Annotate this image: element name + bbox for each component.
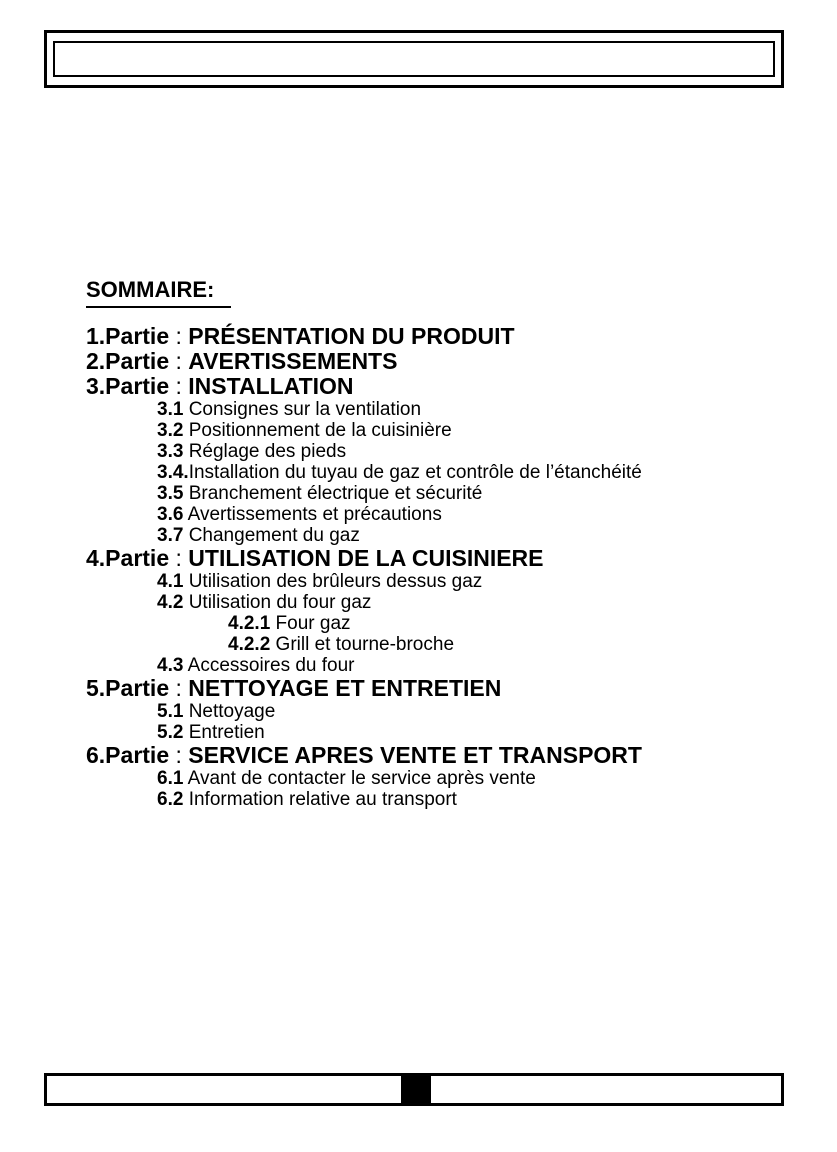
- header-frame: [44, 30, 784, 88]
- part-title: PRÉSENTATION DU PRODUIT: [188, 323, 515, 349]
- part-separator: :: [169, 742, 189, 768]
- toc-part-2[interactable]: [86, 349, 837, 374]
- toc-part-1[interactable]: [86, 324, 837, 349]
- part-separator: :: [169, 348, 189, 374]
- toc-section-3-7[interactable]: [157, 525, 837, 546]
- toc-section-4-2-1[interactable]: [228, 613, 837, 634]
- section-number: 3.7: [157, 525, 184, 546]
- part-number: 3.Partie: [86, 373, 170, 399]
- section-number: 4.2.1: [228, 613, 271, 634]
- section-title: Four gaz: [270, 613, 351, 634]
- section-number: 6.1: [157, 768, 184, 789]
- toc-part-6[interactable]: [86, 743, 837, 768]
- section-title: Consignes sur la ventilation: [183, 399, 422, 420]
- page-number-block: [401, 1073, 431, 1106]
- toc-section-6-1[interactable]: [157, 768, 837, 789]
- section-number: 3.5: [157, 483, 184, 504]
- section-number: 5.2: [157, 722, 184, 743]
- section-number: 4.2.2: [228, 634, 271, 655]
- section-title: Utilisation des brûleurs dessus gaz: [183, 571, 483, 592]
- toc-part-5[interactable]: [86, 676, 837, 701]
- toc-section-4-1[interactable]: [157, 571, 837, 592]
- section-title: Avant de contacter le service après vente: [183, 768, 536, 789]
- part-title: INSTALLATION: [188, 373, 354, 399]
- section-number: 4.1: [157, 571, 184, 592]
- section-title: Installation du tuyau de gaz et contrôle de l’étanchéité: [188, 462, 642, 483]
- part-title: NETTOYAGE ET ENTRETIEN: [188, 675, 502, 701]
- part-separator: :: [169, 545, 189, 571]
- section-title: Changement du gaz: [183, 525, 360, 546]
- section-title: Nettoyage: [183, 701, 276, 722]
- section-number: 3.4.: [157, 462, 189, 483]
- section-title: Utilisation du four gaz: [183, 592, 372, 613]
- section-number: 3.2: [157, 420, 184, 441]
- table-of-contents: [0, 324, 837, 810]
- section-number: 6.2: [157, 789, 184, 810]
- section-title: Accessoires du four: [183, 655, 355, 676]
- part-number: 4.Partie: [86, 545, 170, 571]
- part-separator: :: [169, 675, 189, 701]
- toc-section-4-2[interactable]: [157, 592, 837, 613]
- toc-part-4[interactable]: [86, 546, 837, 571]
- part-title: AVERTISSEMENTS: [188, 348, 398, 374]
- part-number: 1.Partie: [86, 323, 170, 349]
- part-separator: :: [169, 373, 189, 399]
- toc-section-3-5[interactable]: [157, 483, 837, 504]
- section-number: 5.1: [157, 701, 184, 722]
- section-title: Entretien: [183, 722, 265, 743]
- toc-section-3-2[interactable]: [157, 420, 837, 441]
- toc-section-4-3[interactable]: [157, 655, 837, 676]
- section-number: 3.3: [157, 441, 184, 462]
- toc-title-underline: [86, 306, 231, 308]
- section-number: 3.1: [157, 399, 184, 420]
- toc-section-3-4[interactable]: [157, 462, 837, 483]
- section-number: 4.2: [157, 592, 184, 613]
- section-title: Information relative au transport: [183, 789, 457, 810]
- section-number: 4.3: [157, 655, 184, 676]
- section-title: Réglage des pieds: [183, 441, 347, 462]
- section-title: Grill et tourne-broche: [270, 634, 455, 655]
- toc-section-3-3[interactable]: [157, 441, 837, 462]
- part-title: UTILISATION DE LA CUISINIERE: [188, 545, 544, 571]
- section-number: 3.6: [157, 504, 184, 525]
- header-inner-box: [53, 41, 775, 77]
- section-title: Branchement électrique et sécurité: [183, 483, 483, 504]
- toc-section-4-2-2[interactable]: [228, 634, 837, 655]
- toc-section-3-1[interactable]: [157, 399, 837, 420]
- part-separator: :: [169, 323, 189, 349]
- part-number: 5.Partie: [86, 675, 170, 701]
- part-title: SERVICE APRES VENTE ET TRANSPORT: [188, 742, 642, 768]
- section-title: Avertissements et précautions: [183, 504, 442, 525]
- toc-section-5-2[interactable]: [157, 722, 837, 743]
- toc-part-3[interactable]: [86, 374, 837, 399]
- toc-section-3-6[interactable]: [157, 504, 837, 525]
- section-title: Positionnement de la cuisinière: [183, 420, 452, 441]
- toc-title: SOMMAIRE:: [86, 277, 215, 302]
- footer-frame: [44, 1073, 784, 1106]
- toc-section-6-2[interactable]: [157, 789, 837, 810]
- part-number: 6.Partie: [86, 742, 170, 768]
- part-number: 2.Partie: [86, 348, 170, 374]
- toc-section-5-1[interactable]: [157, 701, 837, 722]
